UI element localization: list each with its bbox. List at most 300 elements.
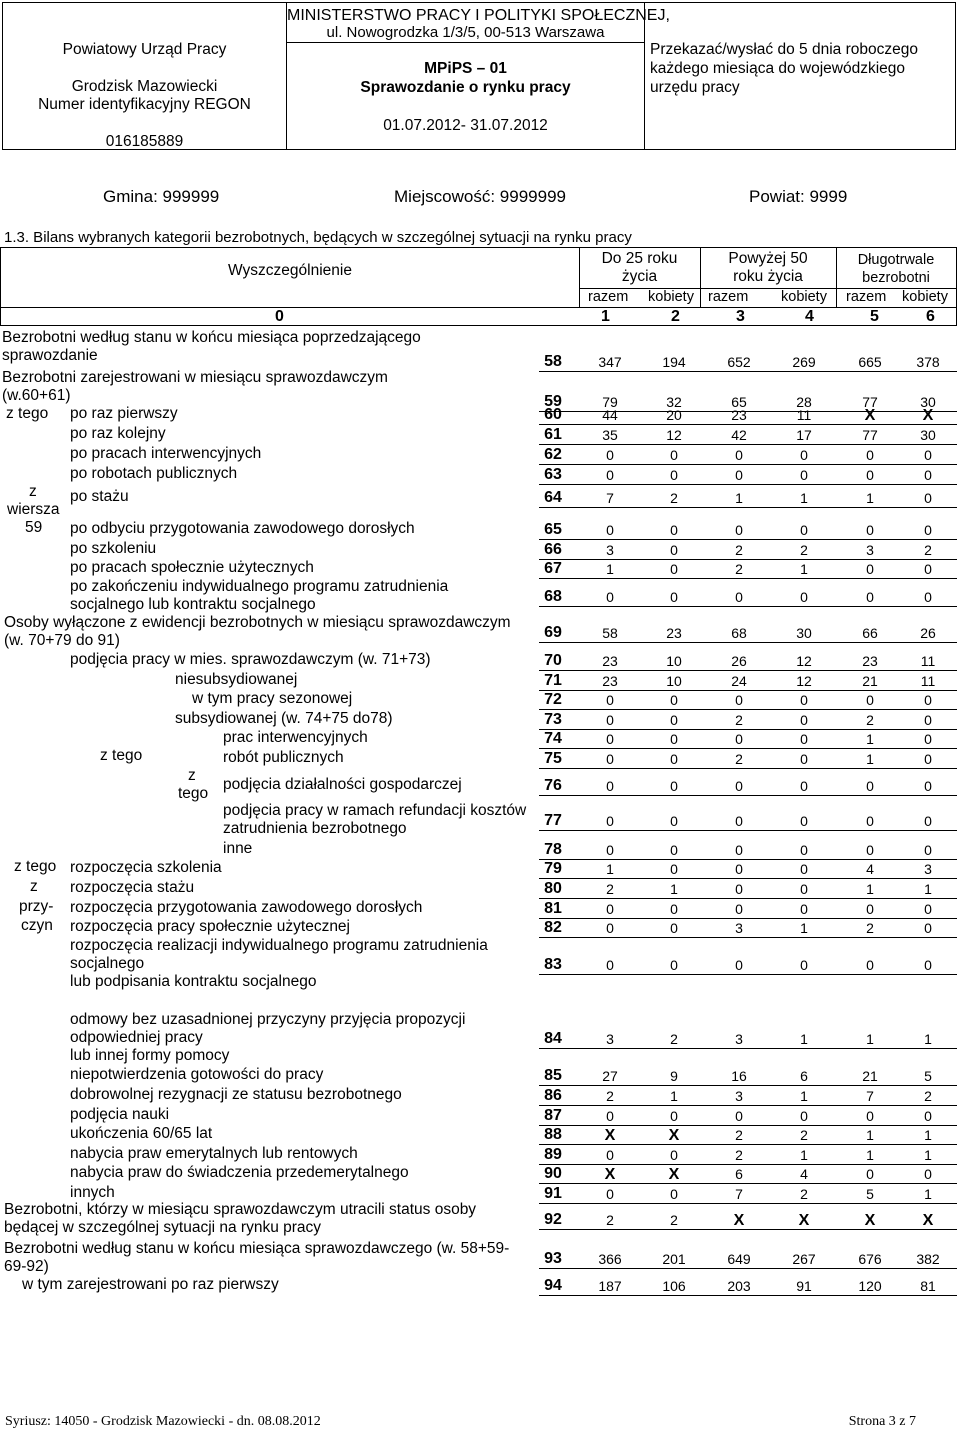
- cell-value: 0: [866, 957, 874, 973]
- office-name: Powiatowy Urząd Pracy: [62, 41, 227, 58]
- cell-value: 0: [924, 957, 932, 973]
- cell-value: 0: [670, 542, 678, 558]
- cell-value: 676: [858, 1251, 882, 1267]
- row-number: 71: [544, 672, 562, 689]
- row-label: zatrudnienia bezrobotnego: [223, 820, 407, 837]
- table-header: [0, 247, 957, 308]
- cell-value: 0: [670, 920, 678, 936]
- row-divider: [539, 878, 957, 879]
- cell-value: 58: [602, 625, 618, 641]
- office-block: [3, 3, 286, 149]
- cell-value: 79: [602, 394, 618, 410]
- cell-value: 0: [924, 490, 932, 506]
- cell-value: 12: [666, 427, 682, 443]
- cell-value: 0: [924, 447, 932, 463]
- row-divider: [539, 484, 957, 485]
- cell-value: 0: [670, 561, 678, 577]
- cell-value: 3: [924, 861, 932, 877]
- cell-value: 0: [735, 467, 743, 483]
- cell-value: 0: [670, 957, 678, 973]
- cell-value: 0: [866, 1108, 874, 1124]
- row-label: nabycia praw emerytalnych lub rentowych: [70, 1145, 358, 1162]
- row-divider: [539, 424, 957, 425]
- row-label: Bezrobotni, którzy w miesiącu sprawozdawczym utracili status osoby: [4, 1201, 477, 1218]
- cell-value: X: [604, 1166, 616, 1183]
- cell-value: 2: [606, 1212, 614, 1228]
- cell-value: 11: [920, 673, 936, 689]
- cell-value: 665: [858, 354, 882, 370]
- row-label: po odbyciu przygotowania zawodowego dorosłych: [70, 520, 415, 537]
- colnum-3: 3: [736, 308, 745, 325]
- cell-value: 12: [796, 653, 812, 669]
- side-59: 59: [25, 519, 43, 536]
- regon-number: 016185889: [105, 133, 184, 150]
- row-label: po zakończeniu indywidualnego programu zatrudnienia: [70, 578, 449, 595]
- row-number: 81: [544, 900, 562, 917]
- cell-value: X: [922, 407, 934, 424]
- row-number: 63: [544, 466, 562, 483]
- sub-razem-2: razem: [708, 289, 749, 305]
- footer-system: Syriusz: 14050 - Grodzisk Mazowiecki - dn. 08.08.2012: [5, 1414, 321, 1429]
- cell-value: 0: [670, 712, 678, 728]
- cell-value: 0: [800, 712, 808, 728]
- cell-value: 4: [800, 1166, 808, 1182]
- row-divider: [539, 918, 957, 919]
- cell-value: 0: [924, 731, 932, 747]
- cell-value: 0: [670, 1147, 678, 1163]
- row-divider: [539, 1295, 957, 1296]
- row-number: 61: [544, 426, 562, 443]
- row-divider: [539, 670, 957, 671]
- column-numbers-row: [0, 308, 957, 326]
- row-number: 77: [544, 812, 562, 829]
- cell-value: 77: [862, 394, 878, 410]
- sub-kobiety-2: kobiety: [781, 289, 827, 305]
- row-label: rozpoczęcia szkolenia: [70, 859, 222, 876]
- cell-value: 6: [800, 1068, 808, 1084]
- cell-value: 1: [866, 1127, 874, 1143]
- cell-value: 1: [800, 490, 808, 506]
- row-number: 67: [544, 560, 562, 577]
- row-label: podjęcia pracy w ramach refundacji kosztów: [223, 802, 527, 819]
- row-number: 70: [544, 652, 562, 669]
- row-label: Bezrobotni zarejestrowani w miesiącu sprawozdawczym: [2, 369, 388, 386]
- cell-value: 81: [920, 1278, 936, 1294]
- cell-value: 0: [606, 901, 614, 917]
- colnum-6: 6: [926, 308, 935, 325]
- cell-value: 2: [735, 542, 743, 558]
- row-label: lub podpisania kontraktu socjalnego: [70, 973, 317, 990]
- cell-value: 0: [800, 467, 808, 483]
- row-label: podjęcia pracy w mies. sprawozdawczym (w. 71+73): [70, 651, 431, 668]
- row-label: Bezrobotni według stanu w końcu miesiąca sprawozdawczego (w. 58+59-: [4, 1240, 510, 1257]
- cell-value: 3: [735, 1031, 743, 1047]
- cell-value: 44: [602, 407, 618, 423]
- cell-value: X: [668, 1166, 680, 1183]
- row-number: 94: [544, 1277, 562, 1294]
- row-label: niesubsydiowanej: [175, 671, 298, 688]
- cell-value: 0: [866, 778, 874, 794]
- row-divider: [539, 937, 957, 938]
- row-divider: [539, 606, 957, 607]
- cell-value: 0: [606, 467, 614, 483]
- cell-value: 2: [606, 1088, 614, 1104]
- cell-value: 0: [800, 1108, 808, 1124]
- row-divider: [539, 578, 957, 579]
- row-number: 93: [544, 1250, 562, 1267]
- section-title: 1.3. Bilans wybranych kategorii bezrobotnych, będących w szczególnej sytuacji na rynku pracy: [4, 229, 632, 246]
- cell-value: 17: [796, 427, 812, 443]
- cell-value: 1: [670, 881, 678, 897]
- cell-value: 5: [866, 1186, 874, 1202]
- cell-value: 0: [606, 920, 614, 936]
- cell-value: 0: [866, 692, 874, 708]
- cell-value: 1: [866, 1031, 874, 1047]
- cell-value: 0: [606, 731, 614, 747]
- row-label: podjęcia nauki: [70, 1106, 170, 1123]
- row-label: odpowiedniej pracy: [70, 1029, 203, 1046]
- cell-value: X: [864, 407, 876, 424]
- cell-value: 0: [924, 1166, 932, 1182]
- row-divider: [539, 371, 957, 372]
- cell-value: 0: [866, 467, 874, 483]
- group3-header: Długotrwale bezrobotni: [857, 252, 935, 286]
- footer-page: Strona 3 z 7: [848, 1414, 916, 1429]
- row-number: 89: [544, 1146, 562, 1163]
- cell-value: 3: [606, 1031, 614, 1047]
- cell-value: 0: [735, 731, 743, 747]
- cell-value: 0: [735, 589, 743, 605]
- cell-value: 26: [920, 625, 936, 641]
- cell-value: 2: [670, 1212, 678, 1228]
- side-tego-73: tego: [178, 785, 209, 802]
- cell-value: 0: [735, 901, 743, 917]
- cell-value: 0: [924, 692, 932, 708]
- cell-value: 0: [866, 813, 874, 829]
- cell-value: 1: [924, 1147, 932, 1163]
- cell-value: 1: [800, 1088, 808, 1104]
- cell-value: 1: [924, 1186, 932, 1202]
- desc-header: Wyszczególnienie: [228, 262, 352, 279]
- cell-value: 0: [924, 1108, 932, 1124]
- row-divider: [539, 974, 957, 975]
- cell-value: 649: [727, 1251, 751, 1267]
- row-divider: [539, 729, 957, 730]
- row-label: po pracach społecznie użytecznych: [70, 559, 314, 576]
- cell-value: 0: [670, 447, 678, 463]
- side-przy: przy-: [19, 898, 54, 915]
- cell-value: 0: [670, 813, 678, 829]
- form-code: MPiPS – 01: [424, 60, 507, 77]
- cell-value: 0: [670, 751, 678, 767]
- cell-value: 0: [735, 957, 743, 973]
- cell-value: 0: [670, 731, 678, 747]
- row-label: ukończenia 60/65 lat: [70, 1125, 213, 1142]
- cell-value: 366: [598, 1251, 622, 1267]
- row-label: po stażu: [70, 488, 129, 505]
- row-number: 87: [544, 1107, 562, 1124]
- cell-value: 0: [606, 589, 614, 605]
- row-number: 72: [544, 691, 562, 708]
- row-divider: [539, 859, 957, 860]
- cell-value: 1: [866, 1147, 874, 1163]
- row-label: robót publicznych: [223, 749, 344, 766]
- row-label: po raz pierwszy: [70, 405, 178, 422]
- cell-value: 2: [800, 542, 808, 558]
- cell-value: 0: [800, 842, 808, 858]
- row-label: Osoby wyłączone z ewidencji bezrobotnych w miesiącu sprawozdawczym: [4, 614, 511, 631]
- row-divider: [539, 1085, 957, 1086]
- form-title: Sprawozdanie o rynku pracy: [360, 79, 571, 96]
- cell-value: 1: [800, 920, 808, 936]
- cell-value: 1: [866, 731, 874, 747]
- row-label: rozpoczęcia pracy społecznie użytecznej: [70, 918, 350, 935]
- side-czyn: czyn: [21, 917, 53, 934]
- cell-value: 30: [796, 625, 812, 641]
- miejscowosc-label: Miejscowość: 9999999: [394, 187, 566, 206]
- row-divider: [539, 559, 957, 560]
- cell-value: 0: [866, 447, 874, 463]
- cell-value: 1: [606, 861, 614, 877]
- cell-value: 1: [866, 751, 874, 767]
- cell-value: 0: [606, 447, 614, 463]
- cell-value: 0: [670, 522, 678, 538]
- cell-value: 0: [670, 692, 678, 708]
- cell-value: 4: [866, 861, 874, 877]
- cell-value: 9: [670, 1068, 678, 1084]
- cell-value: X: [922, 1212, 934, 1229]
- cell-value: 23: [602, 673, 618, 689]
- row-number: 84: [544, 1030, 562, 1047]
- gmina-label: Gmina: 999999: [103, 187, 220, 206]
- cell-value: 3: [735, 1088, 743, 1104]
- deadline-block: [643, 3, 955, 149]
- cell-value: 0: [735, 813, 743, 829]
- cell-value: 1: [735, 490, 743, 506]
- cell-value: 2: [924, 542, 932, 558]
- row-divider: [539, 768, 957, 769]
- deadline-line2: każdego miesiąca do wojewódzkiego: [650, 60, 906, 77]
- cell-value: 35: [602, 427, 618, 443]
- row-label: lub innej formy pomocy: [70, 1047, 230, 1064]
- row-number: 82: [544, 919, 562, 936]
- cell-value: 10: [666, 673, 682, 689]
- cell-value: 0: [924, 467, 932, 483]
- cell-value: 652: [727, 354, 751, 370]
- cell-value: 2: [735, 1127, 743, 1143]
- row-number: 74: [544, 730, 562, 747]
- row-label: inne: [223, 840, 253, 857]
- cell-value: 23: [666, 625, 682, 641]
- cell-value: 3: [735, 920, 743, 936]
- cell-value: 7: [606, 490, 614, 506]
- row-number: 92: [544, 1211, 562, 1228]
- row-number: 85: [544, 1067, 562, 1084]
- side-z-tego: z tego: [6, 405, 49, 422]
- cell-value: 0: [735, 842, 743, 858]
- cell-value: 187: [598, 1278, 622, 1294]
- cell-value: 42: [731, 427, 747, 443]
- row-divider: [539, 898, 957, 899]
- cell-value: 0: [735, 522, 743, 538]
- regon-label: Numer identyfikacyjny REGON: [38, 96, 251, 113]
- cell-value: 0: [606, 842, 614, 858]
- cell-value: 0: [606, 692, 614, 708]
- cell-value: X: [668, 1127, 680, 1144]
- row-label: w tym pracy sezonowej: [192, 690, 353, 707]
- cell-value: 5: [924, 1068, 932, 1084]
- powiat-label: Powiat: 9999: [749, 187, 848, 206]
- cell-value: 0: [800, 447, 808, 463]
- row-number: 62: [544, 446, 562, 463]
- cell-value: 1: [800, 1147, 808, 1163]
- cell-value: 2: [924, 1088, 932, 1104]
- cell-value: 1: [924, 1031, 932, 1047]
- cell-value: 3: [606, 542, 614, 558]
- cell-value: 26: [731, 653, 747, 669]
- cell-value: 2: [735, 1147, 743, 1163]
- row-number: 88: [544, 1126, 562, 1143]
- ministry-address: ul. Nowogrodzka 1/3/5, 00-513 Warszawa: [287, 24, 644, 43]
- row-number: 69: [544, 624, 562, 641]
- cell-value: 0: [866, 1166, 874, 1182]
- sub-kobiety-1: kobiety: [648, 289, 694, 305]
- cell-value: 0: [606, 751, 614, 767]
- deadline-line1: Przekazać/wysłać do 5 dnia roboczego: [650, 41, 918, 58]
- cell-value: 11: [920, 653, 936, 669]
- cell-value: 0: [800, 813, 808, 829]
- cell-value: 2: [800, 1186, 808, 1202]
- cell-value: 2: [735, 751, 743, 767]
- cell-value: 347: [598, 354, 622, 370]
- row-label: dobrowolnej rezygnacji ze statusu bezrobotnego: [70, 1086, 402, 1103]
- row-number: 64: [544, 489, 562, 506]
- colnum-2: 2: [671, 308, 680, 325]
- row-number: 86: [544, 1087, 562, 1104]
- cell-value: 0: [670, 861, 678, 877]
- cell-value: 0: [800, 881, 808, 897]
- row-number: 76: [544, 777, 562, 794]
- cell-value: 0: [670, 778, 678, 794]
- side-z: z: [29, 483, 37, 500]
- cell-value: 0: [924, 561, 932, 577]
- cell-value: 0: [606, 813, 614, 829]
- cell-value: 0: [735, 692, 743, 708]
- row-divider: [539, 464, 957, 465]
- row-number: 83: [544, 956, 562, 973]
- cell-value: 2: [866, 920, 874, 936]
- report-period: 01.07.2012- 31.07.2012: [383, 117, 548, 134]
- report-header: [2, 2, 956, 150]
- cell-value: 0: [866, 901, 874, 917]
- row-divider: [539, 1164, 957, 1165]
- cell-value: 3: [866, 542, 874, 558]
- row-divider: [539, 748, 957, 749]
- row-divider: [539, 1048, 957, 1049]
- cell-value: 2: [670, 490, 678, 506]
- row-label: subsydiowanej (w. 74+75 do78): [175, 710, 393, 727]
- cell-value: 21: [862, 673, 878, 689]
- cell-value: 1: [800, 1031, 808, 1047]
- row-label: podjęcia działalności gospodarczej: [223, 776, 462, 793]
- cell-value: 68: [731, 625, 747, 641]
- cell-value: 0: [800, 778, 808, 794]
- cell-value: 0: [606, 957, 614, 973]
- cell-value: X: [798, 1212, 810, 1229]
- row-label: rozpoczęcia przygotowania zawodowego dorosłych: [70, 899, 423, 916]
- cell-value: 0: [606, 1108, 614, 1124]
- cell-value: 65: [731, 394, 747, 410]
- side-z-tego-przy: z tego: [14, 858, 57, 875]
- cell-value: 0: [670, 901, 678, 917]
- row-divider: [539, 1229, 957, 1230]
- side-z-przy: z: [30, 878, 38, 895]
- group2-header: Powyżej 50 roku życia: [728, 250, 808, 285]
- cell-value: 2: [866, 712, 874, 728]
- row-label: rozpoczęcia stażu: [70, 879, 195, 896]
- cell-value: 0: [606, 522, 614, 538]
- cell-value: 1: [866, 881, 874, 897]
- cell-value: 106: [662, 1278, 686, 1294]
- cell-value: 0: [735, 861, 743, 877]
- cell-value: X: [733, 1212, 745, 1229]
- cell-value: 2: [606, 881, 614, 897]
- cell-value: 203: [727, 1278, 751, 1294]
- cell-value: 91: [796, 1278, 812, 1294]
- row-label: sprawozdanie: [2, 347, 98, 364]
- cell-value: 0: [670, 842, 678, 858]
- cell-value: 6: [735, 1166, 743, 1182]
- cell-value: 0: [924, 920, 932, 936]
- cell-value: 0: [924, 901, 932, 917]
- row-divider: [539, 1268, 957, 1269]
- cell-value: 1: [800, 561, 808, 577]
- cell-value: 0: [800, 731, 808, 747]
- cell-value: 0: [924, 813, 932, 829]
- row-label: po robotach publicznych: [70, 465, 238, 482]
- sub-razem-1: razem: [588, 289, 629, 305]
- cell-value: 11: [796, 407, 812, 423]
- row-number: 78: [544, 841, 562, 858]
- row-divider: [539, 1203, 957, 1204]
- row-divider: [539, 795, 957, 796]
- cell-value: 0: [670, 589, 678, 605]
- row-number: 75: [544, 750, 562, 767]
- row-label: po pracach interwencyjnych: [70, 445, 262, 462]
- cell-value: 1: [866, 490, 874, 506]
- row-divider: [539, 709, 957, 710]
- cell-value: 120: [858, 1278, 882, 1294]
- cell-value: 0: [670, 1186, 678, 1202]
- cell-value: 21: [862, 1068, 878, 1084]
- row-label: po szkoleniu: [70, 540, 157, 557]
- cell-value: 0: [924, 522, 932, 538]
- row-divider: [539, 507, 957, 508]
- cell-value: 20: [666, 407, 682, 423]
- cell-value: 23: [862, 653, 878, 669]
- cell-value: 30: [920, 394, 936, 410]
- row-number: 68: [544, 588, 562, 605]
- colnum-4: 4: [805, 308, 814, 325]
- cell-value: 0: [735, 1108, 743, 1124]
- cell-value: 28: [796, 394, 812, 410]
- cell-value: 267: [792, 1251, 816, 1267]
- row-number: 73: [544, 711, 562, 728]
- sub-kobiety-3: kobiety: [902, 289, 948, 305]
- colnum-1: 1: [601, 308, 610, 325]
- cell-value: 7: [735, 1186, 743, 1202]
- row-label: 69-92): [4, 1258, 49, 1275]
